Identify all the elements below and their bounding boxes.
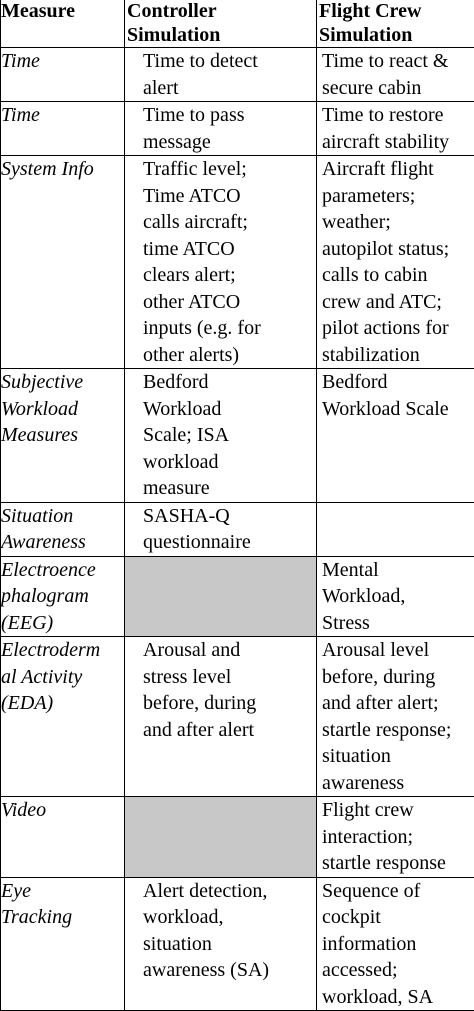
cell-text-line: phalogram xyxy=(1,583,122,610)
cell-text-line: Simulation xyxy=(319,23,474,47)
flight-crew-cell xyxy=(317,877,474,1011)
cell-text-line: Bedford xyxy=(143,369,314,396)
cell-text-line: Controller xyxy=(127,0,314,23)
cell-text-line: Subjective xyxy=(1,369,122,396)
cell-text-line: Awareness xyxy=(1,529,122,556)
cell-text-line: Workload Scale xyxy=(322,396,474,423)
flight-crew-cell xyxy=(317,48,474,102)
cell-text-line: situation xyxy=(322,743,474,770)
cell-text-line: Situation xyxy=(1,503,122,530)
cell-text-line: and after alert; xyxy=(322,690,474,717)
cell-text-line: time ATCO xyxy=(143,236,314,263)
cell-text-line: awareness xyxy=(322,770,474,797)
cell-text-line: and after alert xyxy=(143,717,314,744)
cell-text-line: interaction; xyxy=(322,824,474,851)
flight-crew-cell xyxy=(317,797,474,878)
cell-text-line: Measures xyxy=(1,422,122,449)
cell-text-line: Tracking xyxy=(1,904,122,931)
cell-text-line: autopilot status; xyxy=(322,236,474,263)
controller-cell-shaded xyxy=(125,556,317,637)
cell-text-line: System Info xyxy=(1,156,122,183)
cell-text-line: Time to detect xyxy=(143,48,314,75)
cell-text-line: Time xyxy=(1,102,122,129)
cell-text-line: other ATCO xyxy=(143,289,314,316)
cell-text-line: weather; xyxy=(322,209,474,236)
cell-text-line: other alerts) xyxy=(143,342,314,369)
flight-crew-cell xyxy=(317,369,474,503)
cell-text-line: Video xyxy=(1,797,122,824)
cell-text-line: cockpit xyxy=(322,904,474,931)
cell-text-line: crew and ATC; xyxy=(322,289,474,316)
cell-text-line: message xyxy=(143,129,314,156)
table-body xyxy=(1,48,474,1011)
controller-cell xyxy=(125,102,317,156)
cell-text-line: al Activity xyxy=(1,664,122,691)
table-row xyxy=(1,877,474,1011)
header-flight-crew-simulation xyxy=(317,0,474,48)
cell-text-line: pilot actions for xyxy=(322,315,474,342)
cell-text-line: Bedford xyxy=(322,369,474,396)
cell-text-line: alert xyxy=(143,75,314,102)
cell-text-line: Time ATCO xyxy=(143,183,314,210)
controller-cell xyxy=(125,637,317,797)
cell-text-line: Aircraft flight xyxy=(322,156,474,183)
cell-text-line: Workload, xyxy=(322,583,474,610)
cell-text-line: secure cabin xyxy=(322,75,474,102)
controller-cell-shaded xyxy=(125,797,317,878)
cell-text-line: Workload xyxy=(1,396,122,423)
flight-crew-cell xyxy=(317,502,474,556)
cell-text-line: (EDA) xyxy=(1,690,122,717)
cell-text-line: Eye xyxy=(1,878,122,905)
cell-text-line: Arousal and xyxy=(143,637,314,664)
controller-cell xyxy=(125,877,317,1011)
cell-text-line: calls aircraft; xyxy=(143,209,314,236)
cell-text-line: accessed; xyxy=(322,957,474,984)
cell-text-line: aircraft stability xyxy=(322,129,474,156)
cell-text-line: measure xyxy=(143,475,314,502)
controller-cell xyxy=(125,502,317,556)
cell-text-line: Measure xyxy=(1,0,122,23)
cell-text-line: awareness (SA) xyxy=(143,957,314,984)
cell-text-line: Flight Crew xyxy=(319,0,474,23)
cell-text-line: Time to pass xyxy=(143,102,314,129)
controller-cell xyxy=(125,48,317,102)
cell-text-line: workload, xyxy=(143,904,314,931)
flight-crew-cell xyxy=(317,637,474,797)
flight-crew-cell xyxy=(317,156,474,369)
table-row xyxy=(1,48,474,102)
measure-cell xyxy=(1,556,125,637)
cell-text-line: Stress xyxy=(322,610,474,637)
cell-text-line: before, during xyxy=(143,690,314,717)
header-measure xyxy=(1,0,125,48)
cell-text-line: Arousal level xyxy=(322,637,474,664)
cell-text-line: situation xyxy=(143,931,314,958)
cell-text-line: Sequence of xyxy=(322,878,474,905)
cell-text-line: Alert detection, xyxy=(143,878,314,905)
table-row xyxy=(1,637,474,797)
table-row xyxy=(1,369,474,503)
measure-cell xyxy=(1,369,125,503)
cell-text-line: clears alert; xyxy=(143,262,314,289)
measure-cell xyxy=(1,502,125,556)
header-row xyxy=(1,0,474,48)
table-row xyxy=(1,797,474,878)
cell-text-line: SASHA-Q xyxy=(143,503,314,530)
table-row xyxy=(1,102,474,156)
cell-text-line: Scale; ISA xyxy=(143,422,314,449)
cell-text-line: questionnaire xyxy=(143,529,314,556)
table-row xyxy=(1,156,474,369)
cell-text-line: Time to react & xyxy=(322,48,474,75)
cell-text-line: inputs (e.g. for xyxy=(143,315,314,342)
cell-text-line: stress level xyxy=(143,664,314,691)
measure-cell xyxy=(1,48,125,102)
flight-crew-cell xyxy=(317,102,474,156)
cell-text-line: Electroderm xyxy=(1,637,122,664)
cell-text-line: startle response; xyxy=(322,717,474,744)
cell-text-line: calls to cabin xyxy=(322,262,474,289)
cell-text-line: Mental xyxy=(322,557,474,584)
measure-cell xyxy=(1,102,125,156)
header-controller-simulation xyxy=(125,0,317,48)
flight-crew-cell xyxy=(317,556,474,637)
measure-cell xyxy=(1,156,125,369)
measure-cell xyxy=(1,797,125,878)
controller-cell xyxy=(125,156,317,369)
cell-text-line: Simulation xyxy=(127,23,314,47)
cell-text-line: Workload xyxy=(143,396,314,423)
table-row xyxy=(1,556,474,637)
cell-text-line: before, during xyxy=(322,664,474,691)
cell-text-line: Time xyxy=(1,48,122,75)
measure-cell xyxy=(1,637,125,797)
cell-text-line: Electroence xyxy=(1,557,122,584)
cell-text-line: Traffic level; xyxy=(143,156,314,183)
cell-text-line: workload xyxy=(143,449,314,476)
cell-text-line: workload, SA xyxy=(322,984,474,1011)
cell-text-line: stabilization xyxy=(322,342,474,369)
cell-text-line: startle response xyxy=(322,850,474,877)
cell-text-line: Time to restore xyxy=(322,102,474,129)
measure-cell xyxy=(1,877,125,1011)
cell-text-line: information xyxy=(322,931,474,958)
cell-text-line: (EEG) xyxy=(1,610,122,637)
table-row xyxy=(1,502,474,556)
cell-text-line: parameters; xyxy=(322,183,474,210)
controller-cell xyxy=(125,369,317,503)
cell-text-line: Flight crew xyxy=(322,797,474,824)
